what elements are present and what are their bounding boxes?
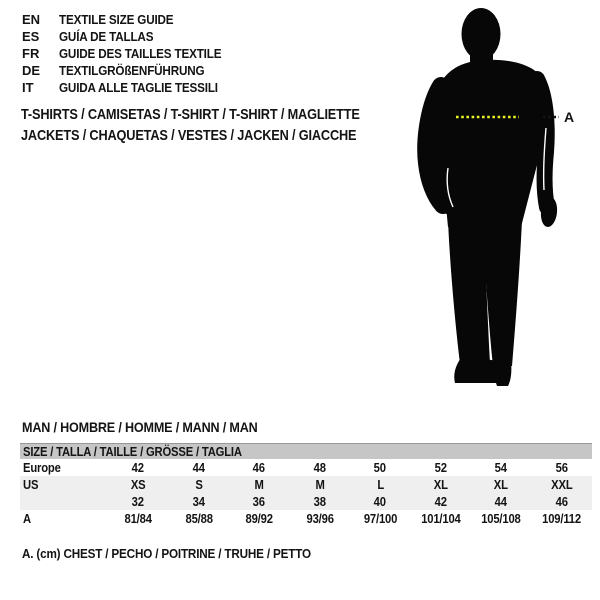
size-table xyxy=(20,443,592,528)
language-row-de xyxy=(22,62,239,79)
table-row-us xyxy=(20,476,592,493)
size-cell: 42 xyxy=(132,460,145,475)
section-title-man: MAN / HOMBRE / HOMME / MANN / MAN xyxy=(22,419,258,435)
man-silhouette-figure xyxy=(400,0,600,400)
size-cell: 44 xyxy=(192,460,205,475)
row-label: A xyxy=(23,512,31,526)
size-cell: 32 xyxy=(132,494,145,509)
size-cell: 34 xyxy=(192,494,205,509)
measurement-footnote: A. (cm) CHEST / PECHO / POITRINE / TRUHE / PETTO xyxy=(22,546,311,561)
size-cell: 50 xyxy=(374,460,387,475)
size-cell: 38 xyxy=(313,494,326,509)
language-code: FR xyxy=(22,46,40,61)
size-cell: 56 xyxy=(555,460,568,475)
guide-title: GUIDE DES TAILLES TEXTILE xyxy=(59,46,222,61)
size-cell: 105/108 xyxy=(481,512,521,526)
product-category-list xyxy=(21,104,420,146)
guide-title: GUIDA ALLE TAGLIE TESSILI xyxy=(59,80,218,95)
size-table-header: SIZE / TALLA / TAILLE / GRÖSSE / TAGLIA xyxy=(20,443,592,459)
table-row-us-numeric xyxy=(20,493,592,510)
size-cell: 109/112 xyxy=(542,512,582,526)
size-cell: 81/84 xyxy=(124,512,152,526)
size-cell: 48 xyxy=(313,460,326,475)
size-cell: 54 xyxy=(495,460,508,475)
guide-title: TEXTILE SIZE GUIDE xyxy=(59,12,174,27)
size-cell: XS xyxy=(130,477,146,492)
language-code: IT xyxy=(22,80,34,95)
size-cell: 89/92 xyxy=(245,512,273,526)
row-label: Europe xyxy=(23,460,61,475)
language-row-it xyxy=(22,79,239,96)
size-cell: XL xyxy=(433,477,448,492)
language-row-en xyxy=(22,11,239,28)
row-label: US xyxy=(23,477,39,492)
size-cell: 85/88 xyxy=(185,512,213,526)
table-row-europe xyxy=(20,459,592,476)
product-line-tshirts: T-SHIRTS / CAMISETAS / T-SHIRT / T-SHIRT / MAGLIETTE xyxy=(21,106,360,123)
size-cell: 44 xyxy=(495,494,508,509)
product-line-jackets: JACKETS / CHAQUETAS / VESTES / JACKEN / GIACCHE xyxy=(21,127,357,144)
guide-title: TEXTILGRÖßENFÜHRUNG xyxy=(59,63,205,78)
size-cell: 46 xyxy=(253,460,266,475)
language-code: ES xyxy=(22,29,40,44)
size-cell: M xyxy=(254,477,264,492)
size-cell: S xyxy=(195,477,203,492)
row-label xyxy=(20,495,108,509)
language-title-list xyxy=(22,11,239,96)
size-cell: 42 xyxy=(434,494,447,509)
measure-label-a: A xyxy=(564,109,575,125)
size-cell: XL xyxy=(494,477,509,492)
size-cell: XXL xyxy=(551,477,573,492)
language-row-es xyxy=(22,28,239,45)
language-code: DE xyxy=(22,63,41,78)
size-cell: 40 xyxy=(374,494,387,509)
size-cell: 93/96 xyxy=(306,512,334,526)
size-cell: 36 xyxy=(253,494,266,509)
language-code: EN xyxy=(22,12,41,27)
table-row-chest-cm xyxy=(20,510,592,528)
size-cell: 52 xyxy=(434,460,447,475)
language-row-fr xyxy=(22,45,239,62)
size-cell: 101/104 xyxy=(421,512,461,526)
size-cell: L xyxy=(376,477,384,492)
size-cell: M xyxy=(315,477,325,492)
man-silhouette xyxy=(426,8,558,386)
size-cell: 97/100 xyxy=(363,512,397,526)
guide-title: GUÍA DE TALLAS xyxy=(59,29,154,44)
size-cell: 46 xyxy=(555,494,568,509)
